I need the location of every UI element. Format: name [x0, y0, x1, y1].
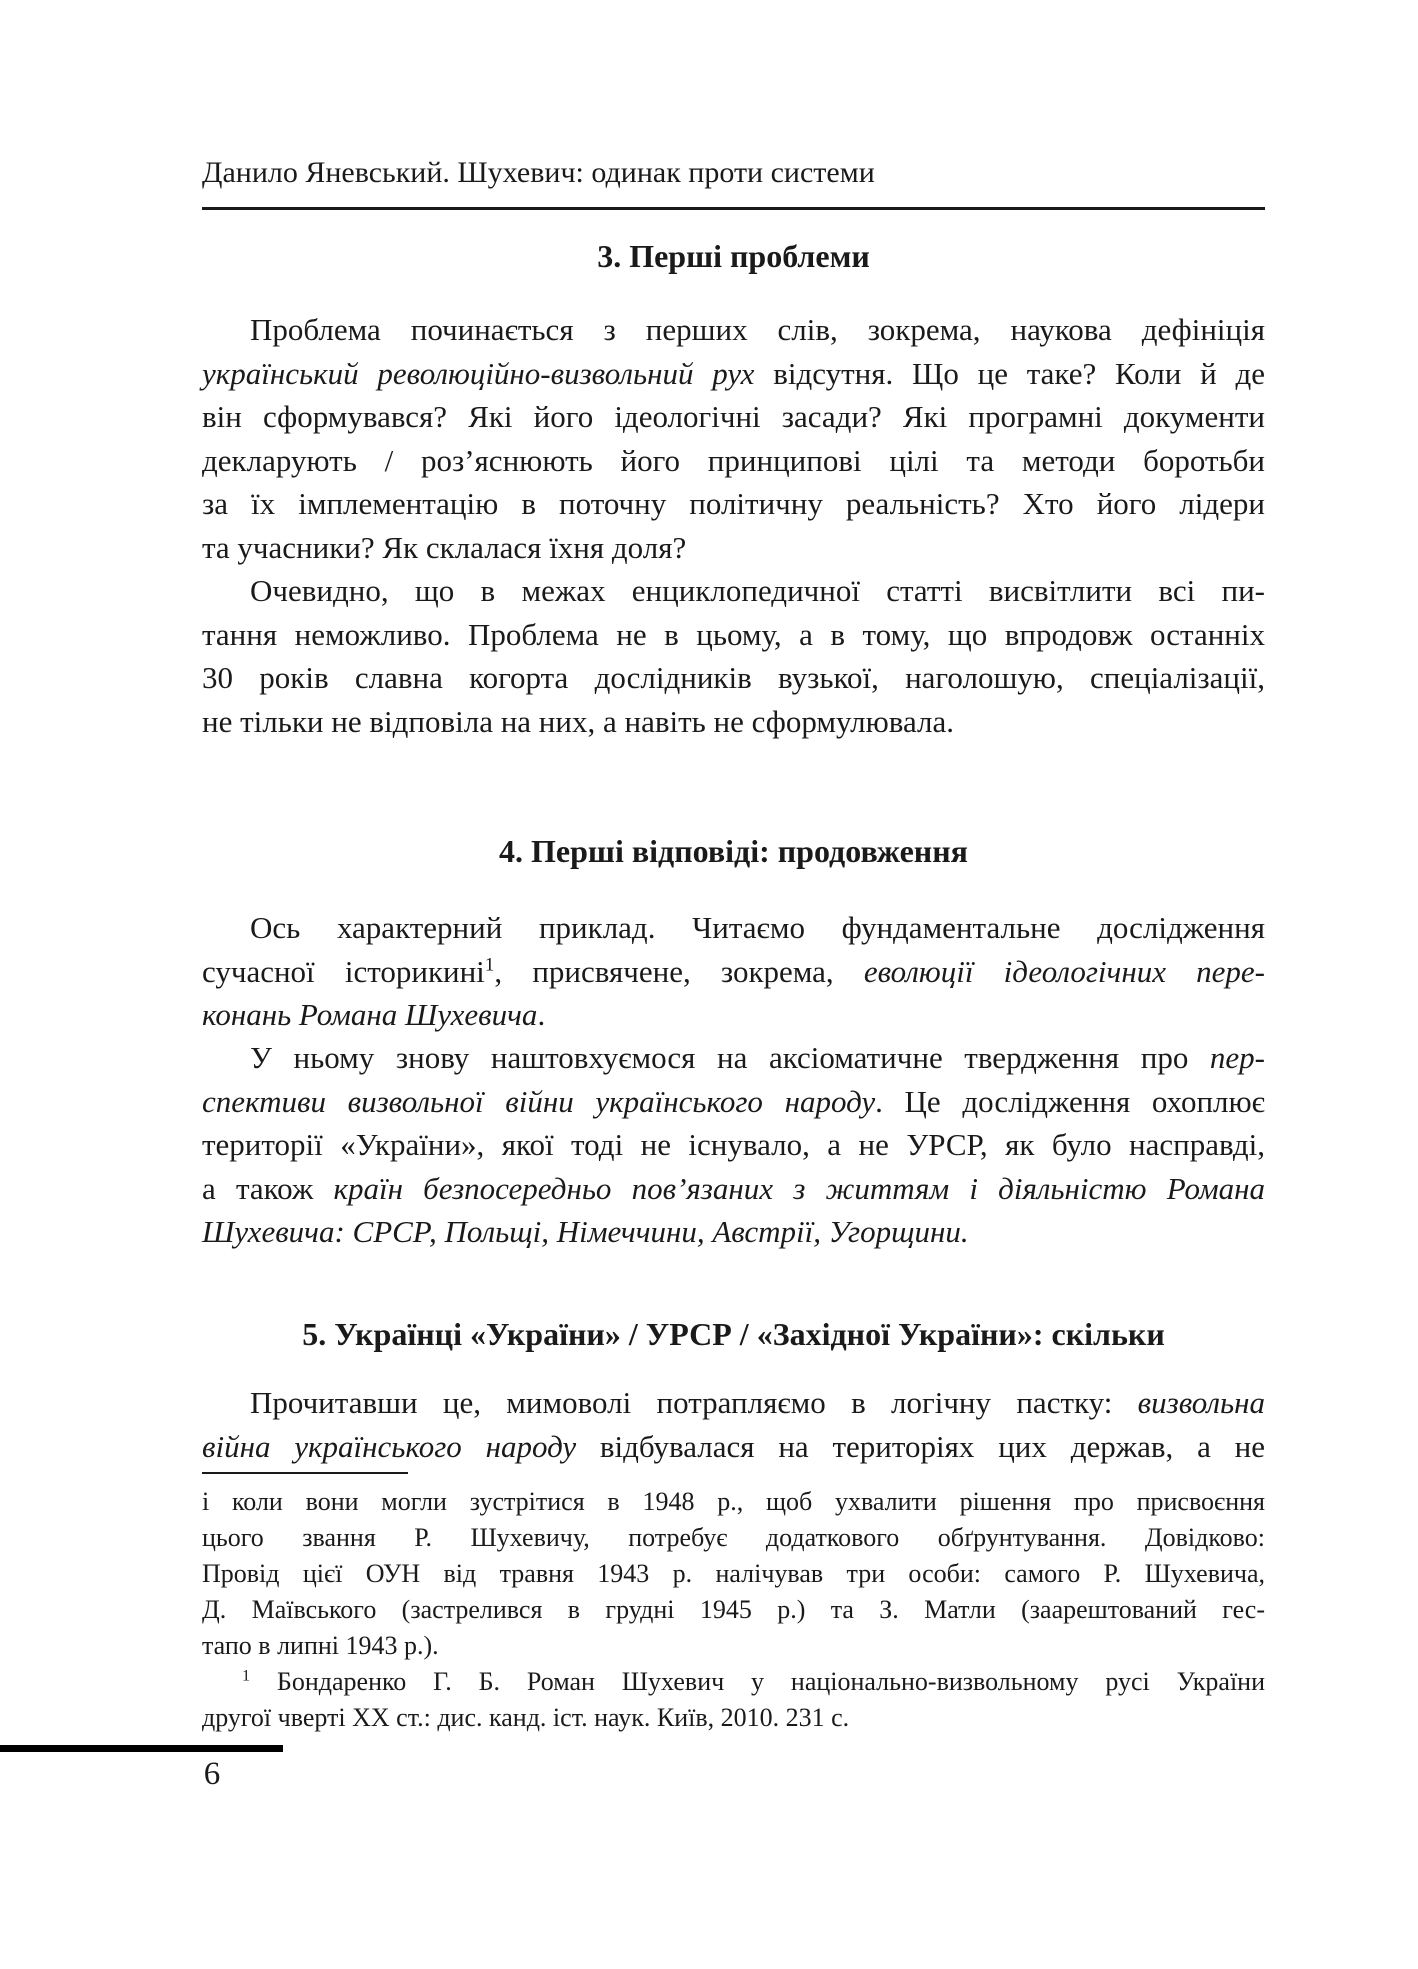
- text-segment: Шухевича: СРСР, Польщі, Німеччини, Австрії, Угорщини.: [202, 1214, 969, 1249]
- text-segment: декларують / роз’яснюють його принципові цілі та методи боротьби: [202, 442, 1265, 478]
- paragraph-1: [202, 308, 1265, 569]
- footnote-separator: [202, 1472, 408, 1474]
- text-segment: Ось характерний приклад. Читаємо фундаментальне дослідження: [250, 910, 1265, 945]
- text-line: [202, 1628, 1265, 1664]
- text-line: [202, 439, 1265, 483]
- text-segment: . Це дослідження охоплює: [875, 1083, 1265, 1119]
- text-line: [202, 906, 1265, 950]
- page-number: 6: [203, 1756, 221, 1792]
- text-line: [202, 993, 1265, 1037]
- text-segment: Очевидно, що в межах енциклопедичної статті висвітлити всі пи-: [250, 573, 1265, 608]
- text-segment: за їх імплементацію в поточну політичну реальність? Хто його лідери: [202, 486, 1265, 521]
- text-line: [202, 1210, 1265, 1254]
- text-line: [202, 950, 1265, 994]
- text-line: [202, 395, 1265, 439]
- text-segment: Д. Маївського (застрелився в грудні 1945 р.) та З. Матли (заарештований гес-: [202, 1595, 1265, 1624]
- text-line: [202, 613, 1265, 657]
- text-line: [202, 308, 1265, 352]
- paragraph-3: [202, 906, 1265, 1037]
- text-segment: відбувалася на територіях цих держав, а не: [576, 1428, 1266, 1464]
- text-segment: цього звання Р. Шухевичу, потребує додаткового обґрунтування. Довідково:: [202, 1523, 1265, 1552]
- paragraph-5: [202, 1381, 1265, 1468]
- text-segment: війна українського народу: [202, 1428, 577, 1464]
- text-segment: визвольна: [1137, 1385, 1265, 1420]
- text-line: [202, 526, 1265, 570]
- text-segment: території «України», якої тоді не існувало, а не УРСР, як було насправді,: [202, 1127, 1265, 1162]
- section-heading-4: 4. Перші відповіді: продовження: [499, 833, 968, 869]
- running-head: Данило Яневський. Шухевич: одинак проти системи: [202, 154, 1265, 210]
- text-segment: Бондаренко Г. Б. Роман Шухевич у національно-визвольному русі України: [250, 1667, 1265, 1696]
- text-segment: , присвячене, зокрема,: [494, 953, 864, 989]
- text-segment: конань Романа Шухевича: [202, 997, 538, 1032]
- text-line: [202, 1484, 1265, 1520]
- text-line: [202, 1520, 1265, 1556]
- text-segment: він сформувався? Які його ідеологічні засади? Які програмні документи: [202, 399, 1265, 434]
- footer-bar: [0, 1745, 283, 1752]
- text-segment: другої чверті ХХ ст.: дис. канд. іст. наук. Київ, 2010. 231 с.: [202, 1703, 850, 1732]
- text-line: [202, 1036, 1265, 1080]
- text-line: [202, 1556, 1265, 1592]
- text-line: [202, 482, 1265, 526]
- text-segment: український революційно-визвольний рух: [202, 355, 755, 391]
- text-line: [202, 1425, 1265, 1469]
- text-line: [202, 1664, 1265, 1700]
- text-segment: країн безпосередньо пов’язаних з життям і діяльністю Романа: [333, 1170, 1265, 1206]
- text-line: [202, 1167, 1265, 1211]
- text-line: [202, 1123, 1265, 1167]
- text-segment: Прочитавши це, мимоволі потрапляємо в логічну пастку:: [250, 1385, 1138, 1420]
- section-heading-5: 5. Українці «України» / УРСР / «Західної України»: скільки: [302, 1316, 1165, 1352]
- text-line: [202, 1381, 1265, 1425]
- text-line: [202, 1700, 1265, 1736]
- footnote-ref: 1: [484, 954, 495, 976]
- text-segment: та учасники? Як склалася їхня доля?: [202, 529, 687, 565]
- paragraph-2: [202, 569, 1265, 743]
- text-segment: тапо в липні 1943 р.).: [202, 1631, 439, 1660]
- text-segment: сучасної історикині: [202, 953, 485, 989]
- text-segment: еволюції ідеологічних пере-: [863, 953, 1265, 989]
- text-line: [202, 1080, 1265, 1124]
- footnote: [202, 1484, 1265, 1736]
- text-segment: пер-: [1209, 1040, 1265, 1075]
- text-line: [202, 1592, 1265, 1628]
- text-segment: У ньому знову наштовхуємося на аксіоматичне твердження про: [250, 1040, 1210, 1075]
- text-segment: 30 років славна когорта дослідників вузької, наголошую, спеціалізації,: [202, 660, 1265, 695]
- text-segment: і коли вони могли зустрітися в 1948 р., щоб ухвалити рішення про присвоєння: [202, 1487, 1265, 1516]
- text-segment: а також: [202, 1170, 334, 1206]
- text-segment: Провід цієї ОУН від травня 1943 р. налічував три особи: самого Р. Шухевича,: [202, 1559, 1265, 1588]
- text-line: [202, 352, 1265, 396]
- paragraph-4: [202, 1036, 1265, 1254]
- text-line: [202, 700, 1265, 744]
- text-segment: тання неможливо. Проблема не в цьому, а в тому, що впродовж останніх: [202, 616, 1265, 652]
- text-segment: спективи визвольної війни українського народу: [202, 1083, 876, 1119]
- text-segment: Проблема починається з перших слів, зокрема, наукова дефініція: [250, 312, 1265, 347]
- text-line: [202, 656, 1265, 700]
- text-line: [202, 569, 1265, 613]
- text-segment: відсутня. Що це таке? Коли й де: [754, 355, 1265, 391]
- text-segment: не тільки не відповіла на них, а навіть не сформулювала.: [202, 703, 955, 739]
- section-heading-3: 3. Перші проблеми: [597, 238, 870, 274]
- footnote-ref: 1: [242, 1667, 251, 1685]
- text-segment: .: [537, 997, 546, 1032]
